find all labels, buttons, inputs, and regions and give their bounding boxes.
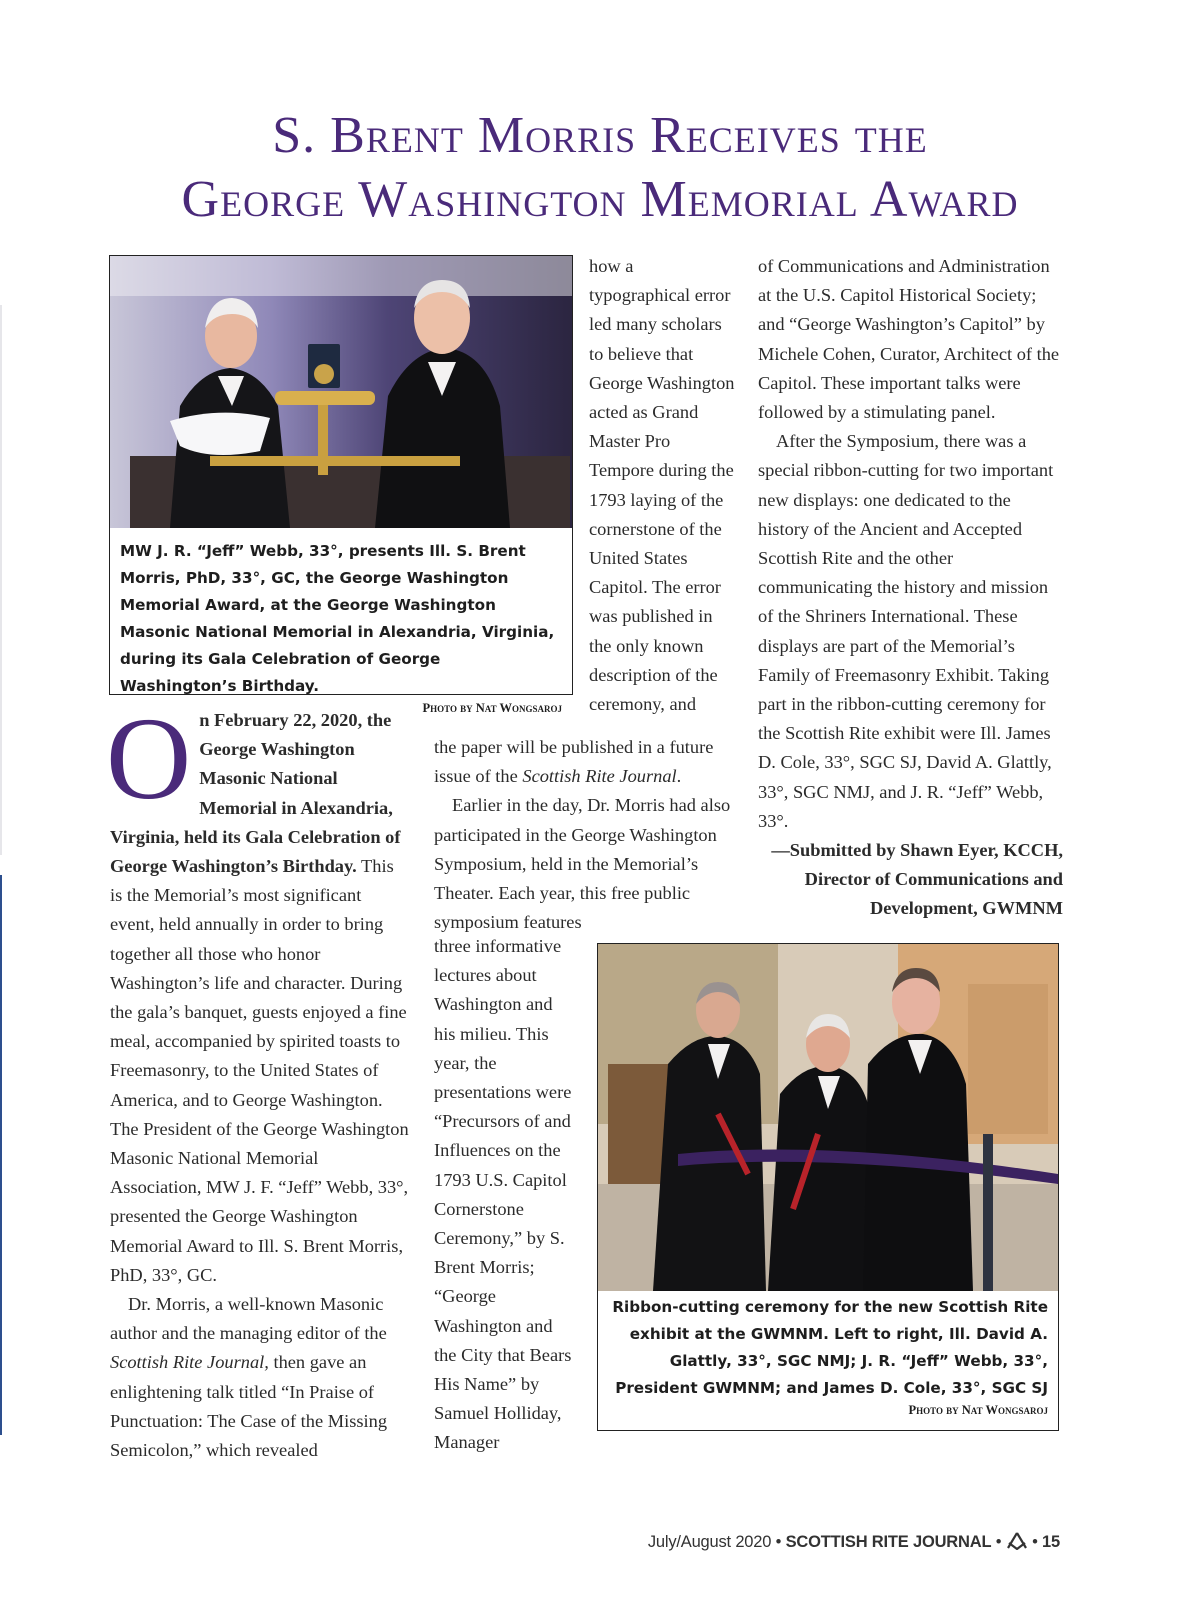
edge-line-light xyxy=(0,305,2,855)
page-footer: July/August 2020 • SCOTTISH RITE JOURNAL • • 15 xyxy=(647,1533,1060,1551)
submitted-by-signature: —Submitted by Shawn Eyer, KCCH, Director of Communications and Development, GWMNM xyxy=(771,840,1063,919)
column-2-top-text: how a typographical error led many scholars to believe that George Washington acted as Grand Master Pro Tempore during the 1793 laying of the cornerstone of the United States Capitol. The error was published in the only known description of the ceremony, and xyxy=(589,256,735,715)
ribbon-caption-text: Ribbon-cutting ceremony for the new Scottish Rite exhibit at the GWMNM. Left to right, Ill. David A. Glattly, 33°, SGC NMJ; J. R. “Jeff” Webb, 33°, President GWMNM; and James D. Cole, 33°, SGC SJ xyxy=(612,1298,1048,1397)
column-2-narrow-text: three informative lectures about Washington and his milieu. This year, the presentations were “Precursors of and Influences on the 1793 U.S. Capitol Cornerstone Ceremony,” by S. Brent Morris; “George Washington and the City that Bears His Name” by Samuel Holliday, Manager xyxy=(434,936,572,1453)
edge-line-blue xyxy=(0,875,2,1435)
award-photo-credit: Photo by Nat Wongsaroj xyxy=(422,701,562,715)
column-3-paragraph-1: of Communications and Administration at the U.S. Capitol Historical Society; and “George Washington’s Capitol” by Michele Cohen, Curator, Architect of the Capitol. These important talks were followed by a stimulating panel. xyxy=(758,256,1060,423)
column-3 xyxy=(758,252,1063,924)
page-number: 15 xyxy=(1042,1533,1060,1551)
ribbon-photo-credit: Photo by Nat Wongsaroj xyxy=(908,1403,1048,1417)
column-2-top xyxy=(589,252,739,719)
lead-sentence: n February 22, 2020, the George Washington Masonic National Memorial in Alexandria, Virginia, held its Gala Celebration of George Washington’s Birthday. xyxy=(110,710,401,877)
award-photo-caption xyxy=(109,255,573,715)
column-3-paragraph-2: After the Symposium, there was a special ribbon-cutting for two important new displays: one dedicated to the history of the Ancient and Accepted Scottish Rite and the other communicating the history and mission of the Shriners International. These displays are part of the Memorial’s Family of Freemasonry Exhibit. Taking part in the ribbon-cutting ceremony for the Scottish Rite exhibit were Ill. James D. Cole, 33°, SGC SJ, David A. Glattly, 33°, SGC NMJ, and J. R. “Jeff” Webb, 33°. xyxy=(758,431,1054,831)
column-2-narrow xyxy=(434,932,574,1458)
ribbon-photo-caption xyxy=(597,943,1059,1431)
issue-date: July/August 2020 xyxy=(647,1533,772,1551)
paragraph-3: Earlier in the day, Dr. Morris had also participated in the George Washington Symposium, held in the Memorial’s Theater. Each year, this free public symposium features xyxy=(434,795,731,933)
title-line-2: George Washington Memorial Award xyxy=(181,171,1019,228)
square-compass-icon xyxy=(1006,1532,1028,1550)
dropcap-letter: O xyxy=(106,693,192,824)
journal-mention: the paper will be published in a future issue of the Scottish Rite Journal. xyxy=(434,737,714,787)
column-2-middle xyxy=(434,733,734,937)
award-caption-text: MW J. R. “Jeff” Webb, 33°, presents Ill. S. Brent Morris, PhD, 33°, GC, the George Washington Memorial Award, at the George Washington Masonic National Memorial in Alexandria, Virginia, during its Gala Celebration of George Washington’s Birthday. xyxy=(120,542,555,695)
title-line-1: S. Brent Morris Receives the xyxy=(272,107,928,164)
column-1 xyxy=(106,693,410,1465)
journal-name: SCOTTISH RITE JOURNAL xyxy=(785,1533,992,1551)
paragraph-1-rest: This is the Memorial’s most significant event, held annually in order to bring together all those who honor Washington’s life and character. During the gala’s banquet, guests enjoyed a fine meal, accompanied by spirited toasts to Freemasonry, to the United States of America, and to George Washington. The President of the George Washington Masonic National Memorial Association, MW J. F. “Jeff” Webb, 33°, presented the George Washington Memorial Award to Ill. S. Brent Morris, PhD, 33°, GC. xyxy=(110,856,409,1285)
paragraph-2: Dr. Morris, a well-known Masonic author and the managing editor of the Scottish Rite Journal, then gave an enlightening talk titled “In Praise of Punctuation: The Case of the Missing Semicolon,” which revealed xyxy=(110,1294,388,1461)
article-title xyxy=(0,104,1200,232)
